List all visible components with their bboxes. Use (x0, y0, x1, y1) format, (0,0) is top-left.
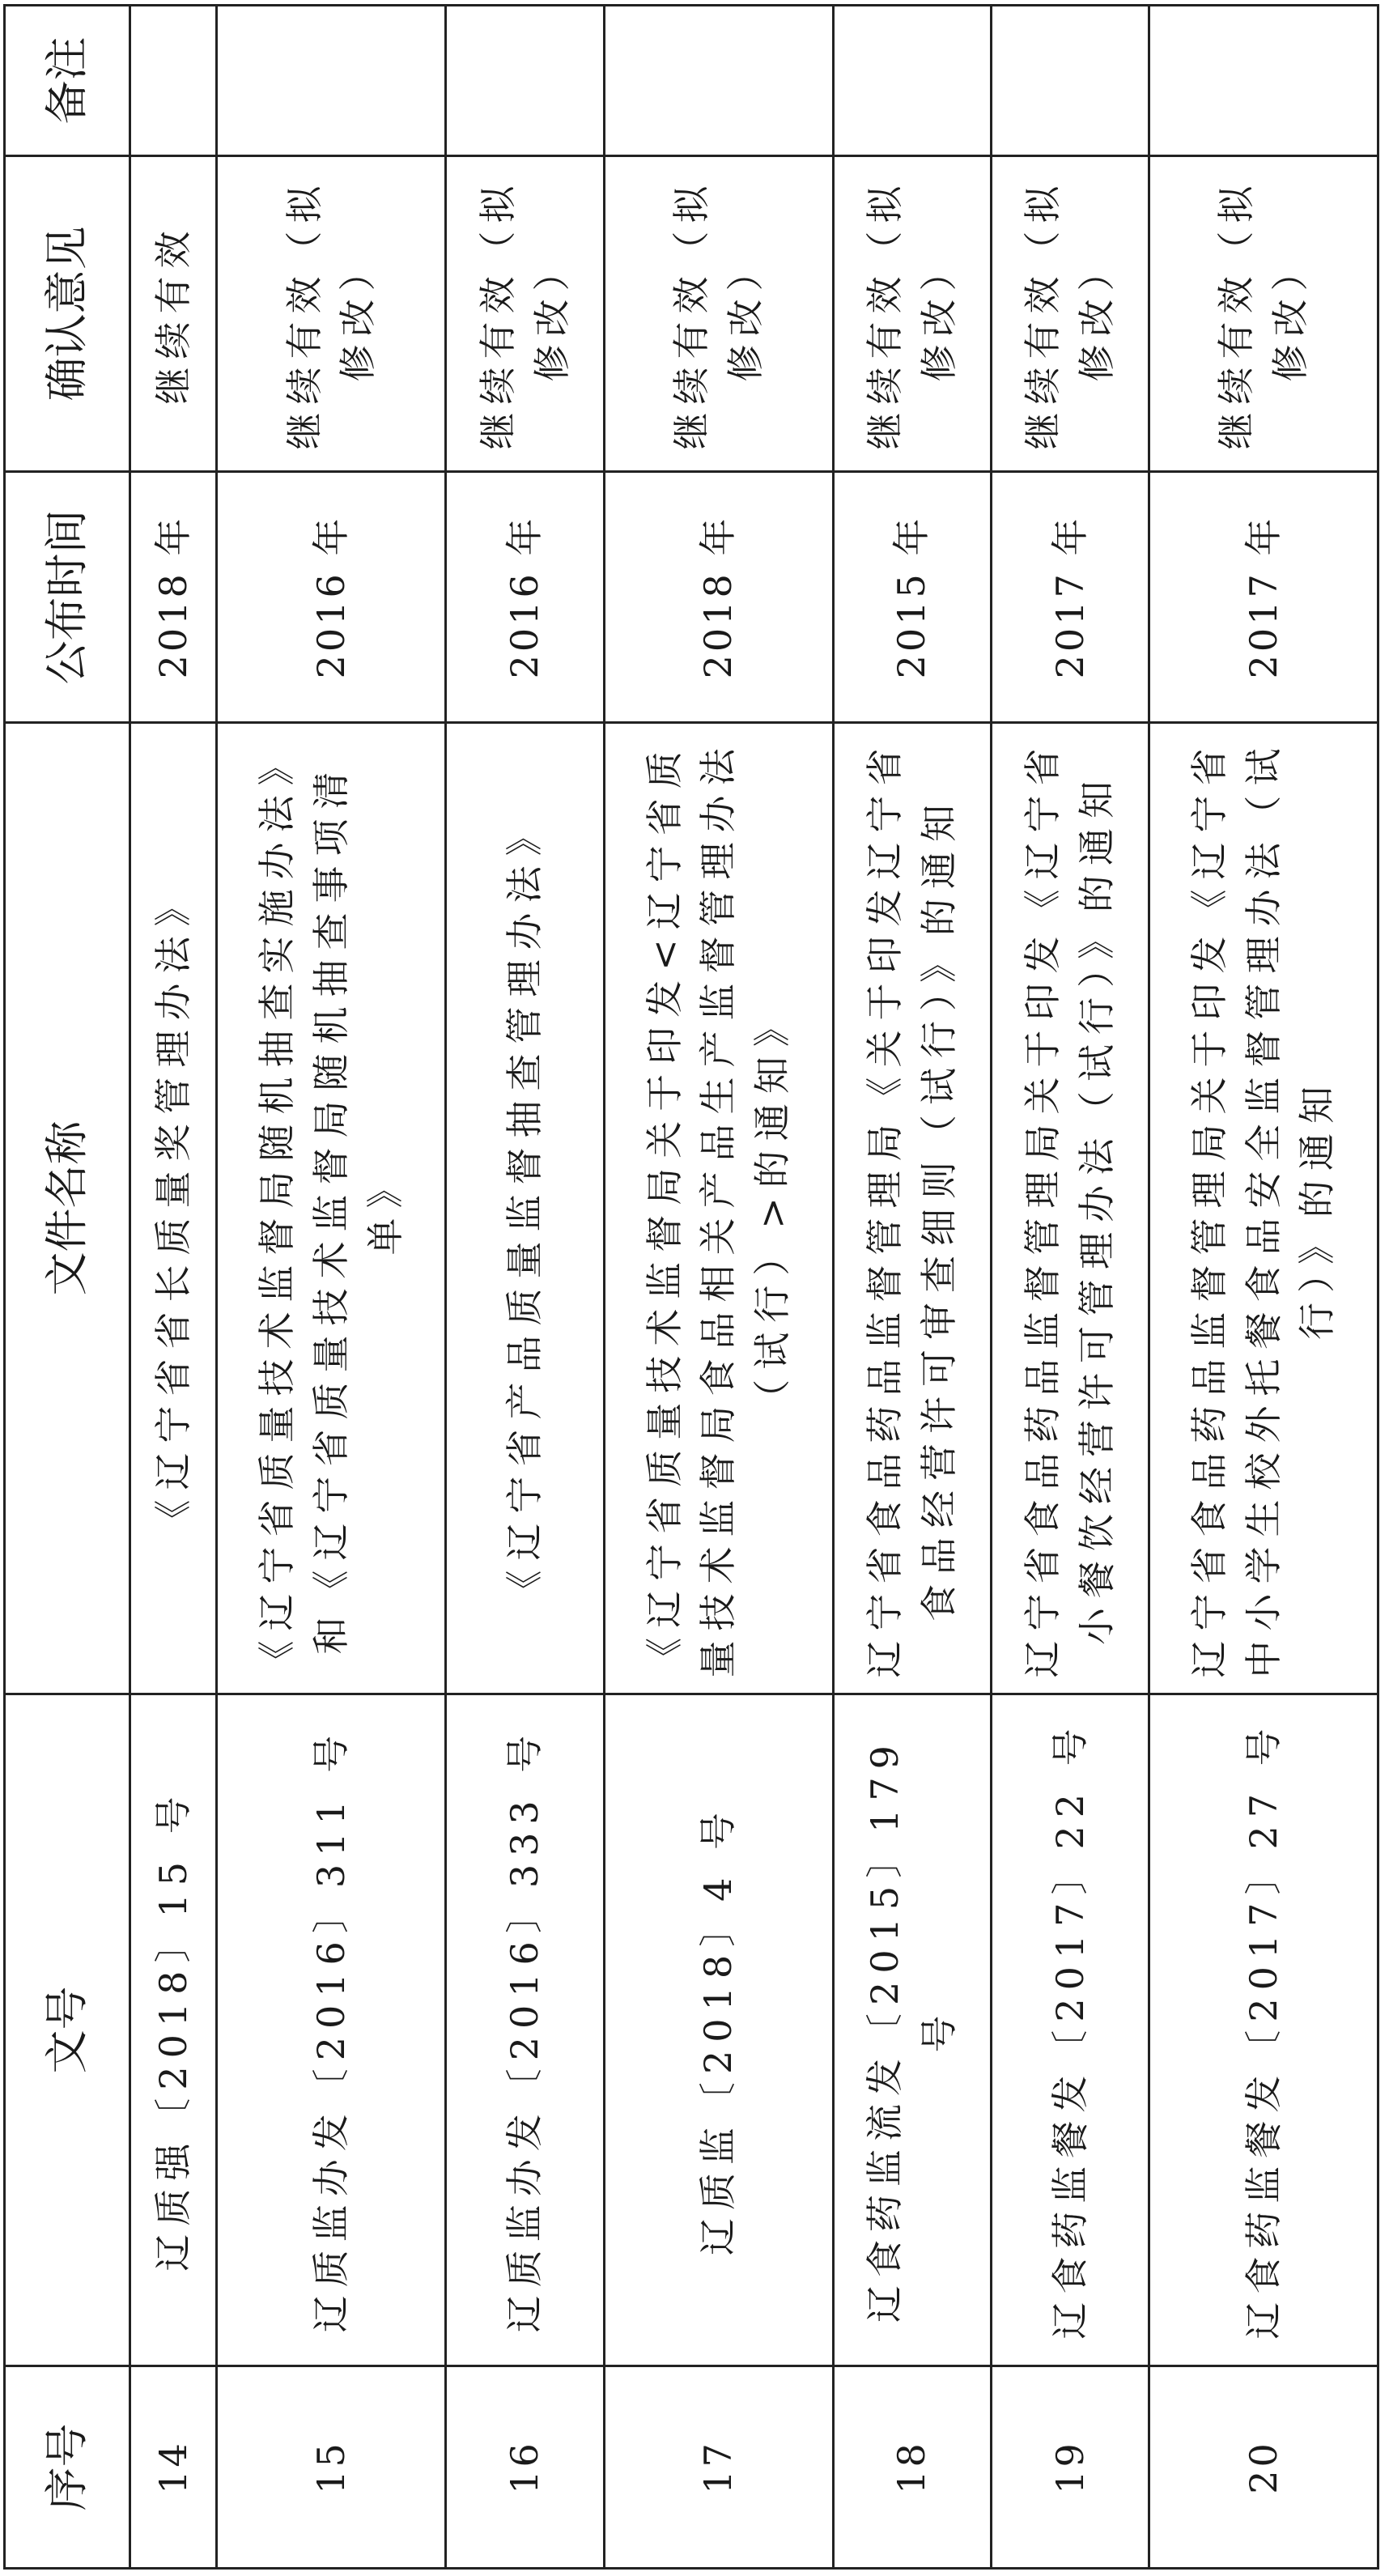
cell-seq: 16 (446, 2366, 604, 2569)
cell-name: 《辽宁省质量技术监督局关于印发<辽宁省质量技术监督局食品相关产品生产监督管理办法（试行）>的通知》 (604, 723, 833, 1694)
cell-date: 2017 年 (991, 472, 1149, 723)
table-row (604, 6, 833, 2569)
cell-seq: 14 (130, 2366, 217, 2569)
cell-opinion: 继续有效（拟修改） (604, 156, 833, 472)
document-table (3, 4, 1379, 2570)
cell-name: 辽宁省食品药品监督管理局《关于印发辽宁省食品经营许可审查细则（试行）》的通知 (833, 723, 991, 1694)
cell-doc-no: 辽质监办发〔2016〕333 号 (446, 1694, 604, 2366)
cell-doc-no: 辽质监〔2018〕4 号 (604, 1694, 833, 2366)
cell-seq: 19 (991, 2366, 1149, 2569)
cell-opinion: 继续有效（拟修改） (833, 156, 991, 472)
header-name: 文件名称 (5, 723, 130, 1694)
cell-date: 2016 年 (446, 472, 604, 723)
table-row (1149, 6, 1378, 2569)
cell-date: 2015 年 (833, 472, 991, 723)
cell-name: 《辽宁省省长质量奖管理办法》 (130, 723, 217, 1694)
cell-seq: 15 (217, 2366, 446, 2569)
header-row (5, 6, 130, 2569)
header-date: 公布时间 (5, 472, 130, 723)
cell-doc-no: 辽质强〔2018〕15 号 (130, 1694, 217, 2366)
cell-opinion: 继续有效（拟修改） (446, 156, 604, 472)
cell-opinion: 继续有效 (130, 156, 217, 472)
cell-name: 《辽宁省质量技术监督局随机抽查实施办法》和《辽宁省质量技术监督局随机抽查事项清单》 (217, 723, 446, 1694)
cell-remark (446, 6, 604, 156)
table-row (446, 6, 604, 2569)
cell-remark (1149, 6, 1378, 156)
cell-opinion: 继续有效（拟修改） (991, 156, 1149, 472)
table-row (217, 6, 446, 2569)
cell-doc-no: 辽食药监餐发〔2017〕27 号 (1149, 1694, 1378, 2366)
header-seq: 序号 (5, 2366, 130, 2569)
cell-remark (217, 6, 446, 156)
header-opinion: 确认意见 (5, 156, 130, 472)
cell-date: 2018 年 (130, 472, 217, 723)
cell-opinion: 继续有效（拟修改） (1149, 156, 1378, 472)
table-row (991, 6, 1149, 2569)
cell-remark (991, 6, 1149, 156)
cell-opinion: 继续有效（拟修改） (217, 156, 446, 472)
cell-seq: 20 (1149, 2366, 1378, 2569)
table-row (833, 6, 991, 2569)
cell-date: 2017 年 (1149, 472, 1378, 723)
cell-doc-no: 辽质监办发〔2016〕311 号 (217, 1694, 446, 2366)
header-doc-no: 文号 (5, 1694, 130, 2366)
cell-doc-no: 辽食药监餐发〔2017〕22 号 (991, 1694, 1149, 2366)
cell-remark (833, 6, 991, 156)
cell-name: 辽宁省食品药品监督管理局关于印发《辽宁省小餐饮经营许可管理办法（试行）》的通知 (991, 723, 1149, 1694)
header-remark: 备注 (5, 6, 130, 156)
cell-name: 辽宁省食品药品监督管理局关于印发《辽宁省中小学生校外托餐食品安全监督管理办法（试行）》的通知 (1149, 723, 1378, 1694)
cell-remark (130, 6, 217, 156)
cell-name: 《辽宁省产品质量监督抽查管理办法》 (446, 723, 604, 1694)
cell-seq: 17 (604, 2366, 833, 2569)
cell-remark (604, 6, 833, 156)
cell-date: 2016 年 (217, 472, 446, 723)
cell-date: 2018 年 (604, 472, 833, 723)
cell-doc-no: 辽食药监流发〔2015〕179 号 (833, 1694, 991, 2366)
table-row (130, 6, 217, 2569)
cell-seq: 18 (833, 2366, 991, 2569)
